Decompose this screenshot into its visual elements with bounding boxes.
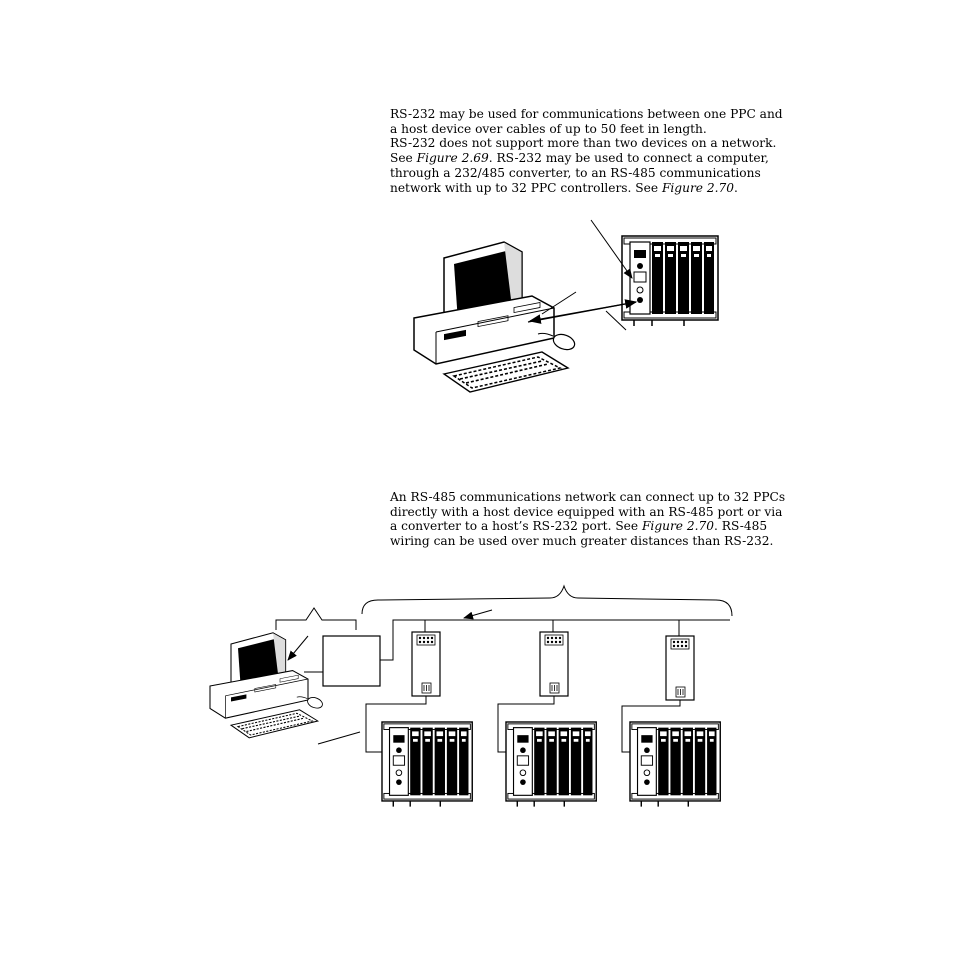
ppc-controller-icon (506, 722, 596, 807)
transceiver-icon (666, 636, 694, 700)
text-run: See (390, 151, 417, 166)
text-line: directly with a host device equipped with an RS-485 port or via (390, 504, 783, 519)
figure-reference: Figure 2.69 (416, 151, 489, 166)
transceiver-icon (412, 632, 440, 696)
figure-reference: Figure 2.70 (641, 519, 715, 534)
text-run: . (734, 180, 738, 195)
text-run: . RS-485 (714, 519, 768, 534)
leader-line (464, 610, 492, 618)
text-line: RS-232 may be used for communications between one PPC and (390, 107, 783, 121)
leader-line (542, 292, 576, 314)
text-line: through a 232/485 converter, to an RS-485 communications (390, 165, 761, 180)
text-run: a converter to a host’s RS-232 port. See (390, 519, 642, 534)
text-run: . RS-232 may be used to connect a computer, (488, 151, 769, 166)
ppc-controller-icon (630, 722, 720, 807)
text-line: An RS-485 communications network can connect up to 32 PPCs (390, 490, 786, 504)
converter-box (323, 636, 380, 686)
text-line: wiring can be used over much greater distances than RS-232. (390, 534, 774, 549)
computer-icon (210, 633, 324, 738)
text-run: network with up to 32 PPC controllers. See (390, 180, 662, 195)
ppc-controller-icon (382, 722, 472, 807)
brace-rs485-network (362, 586, 732, 616)
figure-reference: Figure 2.70 (661, 180, 735, 195)
leader-line (288, 636, 308, 660)
text-line: RS-232 does not support more than two devices on a network. (390, 136, 777, 151)
brace-rs232-segment (276, 608, 356, 630)
transceiver-icon (540, 632, 568, 696)
text-line: a host device over cables of up to 50 feet in length. (390, 121, 707, 136)
ppc-controller-icon (622, 236, 718, 326)
leader-line (318, 732, 360, 744)
